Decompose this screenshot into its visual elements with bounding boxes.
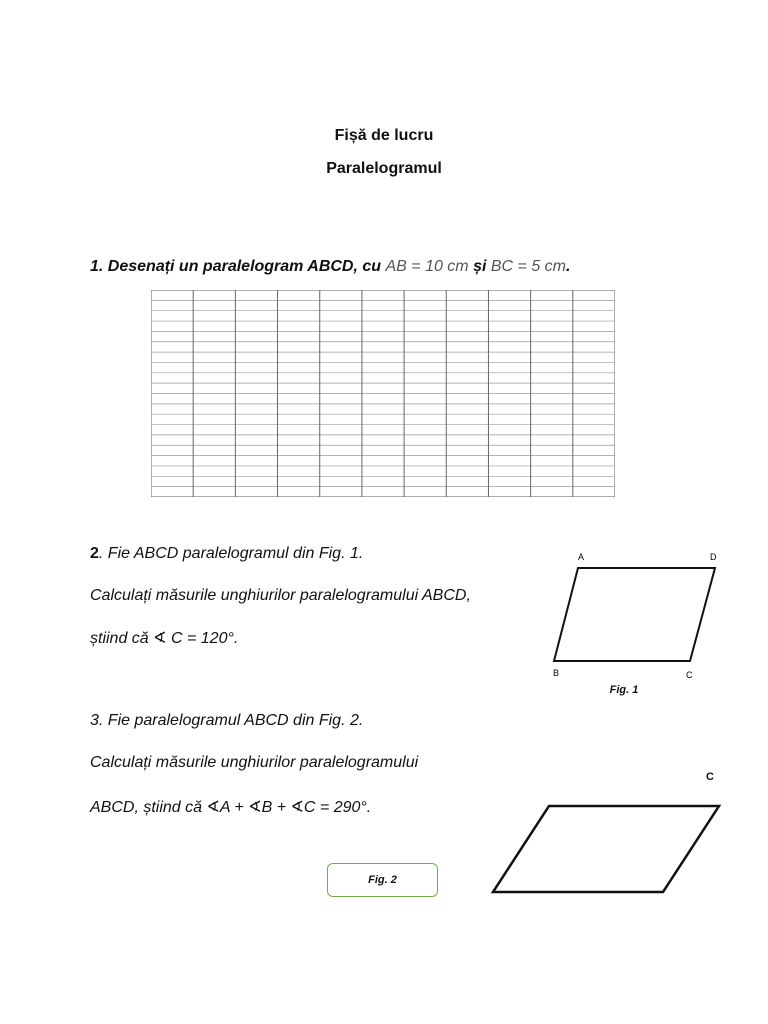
exercise-2-text-1: . Fie ABCD paralelogramul din Fig. 1. xyxy=(98,545,364,562)
vertex-label-d: D xyxy=(710,552,717,562)
vertex-label-a: A xyxy=(578,552,585,562)
exercise-1-ab: AB = 10 cm xyxy=(385,258,469,275)
exercise-1-end: . xyxy=(566,258,571,275)
exercise-2-number: 2 xyxy=(90,545,99,562)
figure-2-caption: Fig. 2 xyxy=(327,863,438,897)
vertex-label-c: C xyxy=(686,670,693,680)
exercise-2-line-1 xyxy=(90,545,363,563)
parallelogram-abcd-2 xyxy=(493,806,719,892)
figure-2-parallelogram xyxy=(485,800,725,900)
figure-2-vertex-c: C xyxy=(706,771,714,783)
exercise-1-and: și xyxy=(468,258,491,275)
exercise-1-prefix: 1. Desenați un paralelogram ABCD, cu xyxy=(90,258,386,275)
exercise-2-line-2: Calculați măsurile unghiurilor paralelogramului ABCD, xyxy=(90,587,471,604)
grid-sheet xyxy=(151,290,615,497)
exercise-3-line-3: ABCD, știind că ∢A + ∢B + ∢C = 290°. xyxy=(90,799,372,816)
exercise-2-line-3: știind că ∢ C = 120°. xyxy=(90,630,239,647)
exercise-1-bc: BC = 5 cm xyxy=(490,258,567,275)
parallelogram-abcd xyxy=(554,568,715,661)
exercise-3-line-1: 3. Fie paralelogramul ABCD din Fig. 2. xyxy=(90,712,364,729)
vertex-label-b: B xyxy=(553,668,560,678)
page-title: Fișă de lucru xyxy=(334,127,434,144)
exercise-3-line-2: Calculați măsurile unghiurilor paralelogramului xyxy=(90,754,419,771)
page-subtitle: Paralelogramul xyxy=(326,160,442,177)
figure-1-parallelogram xyxy=(540,545,730,685)
figure-1-caption: Fig. 1 xyxy=(609,684,639,696)
exercise-1 xyxy=(90,258,570,276)
